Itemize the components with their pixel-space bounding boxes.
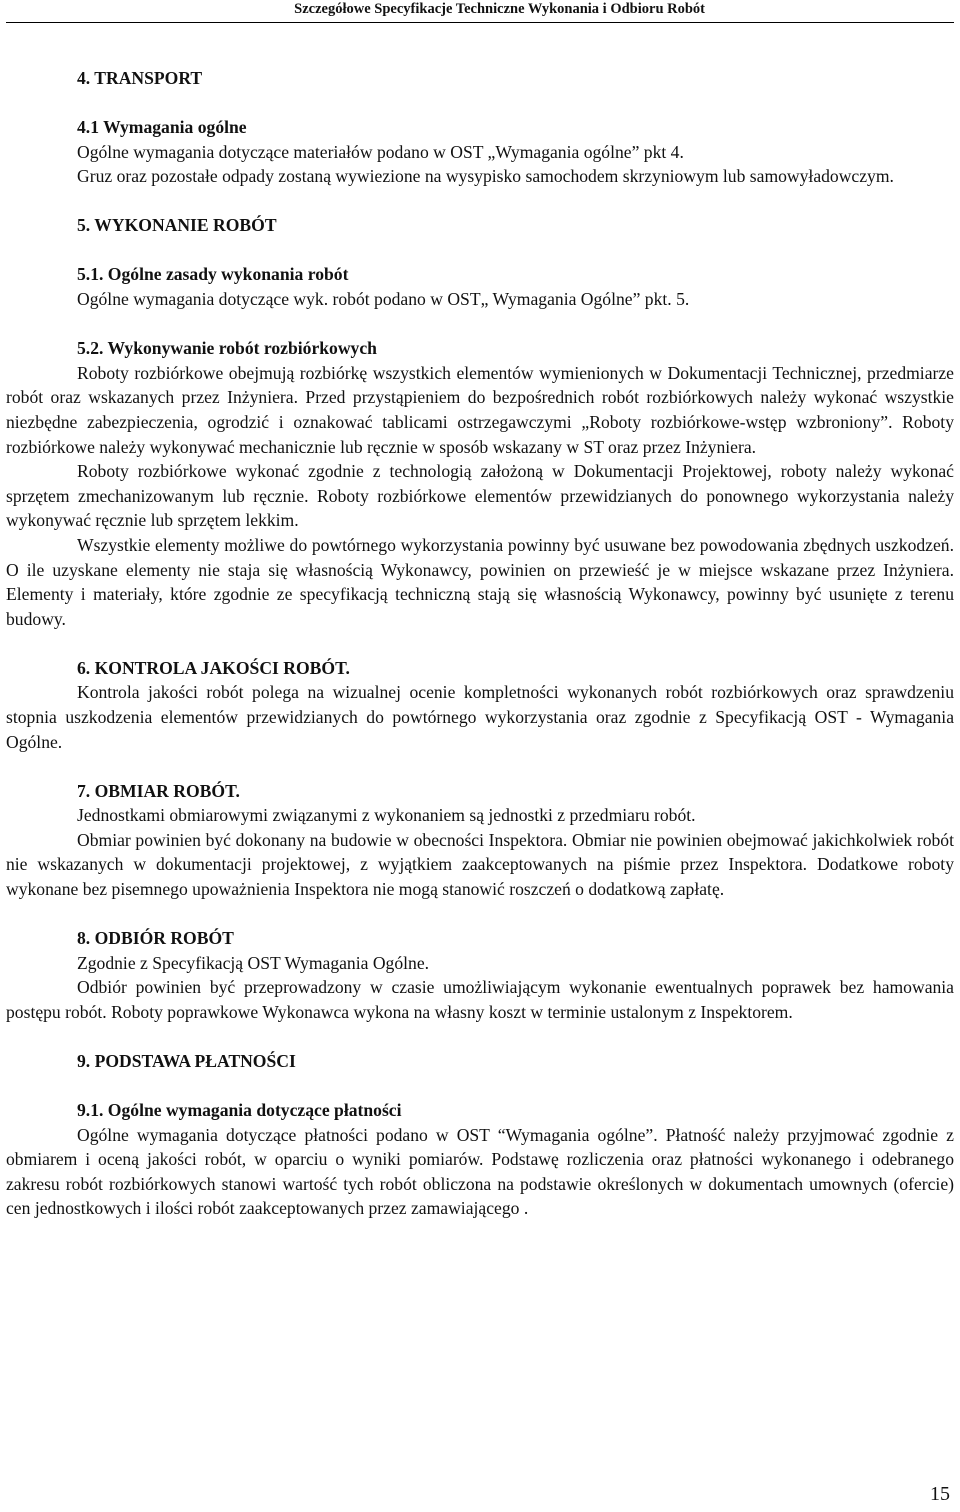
section-5-heading: 5. WYKONANIE ROBÓT [77, 215, 277, 236]
section-4-heading: 4. TRANSPORT [77, 68, 203, 88]
section-5-2-paragraph-3: Wszystkie elementy możliwe do powtórnego wykorzystania powinny być usuwane bez powodowania zbędnych uszkodzeń. O ile uzyskane elementy nie staja się własnością Wykonawcy, powinien on przewieść je w miejsce wskazane przez Inżyniera. Elementy i materiały, które zgodnie ze specyfikacją techniczną stają się własnością Wykonawcy, powinny być usunięte z terenu budowy. [6, 534, 954, 629]
section-5-1-paragraph: Ogólne wymagania dotyczące wyk. robót podano w OST„ Wymagania Ogólne” pkt. 5. [77, 289, 690, 310]
section-5-2-paragraph-1: Roboty rozbiórkowe obejmują rozbiórkę wszystkich elementów wymienionych w Dokumentacji Technicznej, przedmiarze robót oraz wskazanych przez Inżyniera. Przed przystąpieniem do bezpośrednich robót rozbiórkowych należy wykonać wszystkie niezbędne zabezpieczenia, ogrodzić i oznakować tablicami ostrzegawczymi „Roboty rozbiórkowe-wstęp wzbroniony”. Roboty rozbiórkowe należy wykonywać mechanicznie lub ręcznie w sposób wskazany w ST oraz przez Inżyniera. [6, 362, 954, 457]
section-9-1-heading: 9.1. Ogólne wymagania dotyczące płatności [77, 1100, 402, 1121]
section-6-paragraph: Kontrola jakości robót polega na wizualnej ocenie kompletności wykonanych robót rozbiórkowych oraz sprawdzeniu stopnia uszkodzenia elementów przewidzianych do powtórnego wykorzystania oraz zgodnie z Specyfikacją OST - Wymagania Ogólne. [6, 682, 954, 752]
section-6-heading: 6. KONTROLA JAKOŚCI ROBÓT. [77, 657, 350, 678]
section-8-paragraph-2: Odbiór powinien być przeprowadzony w czasie umożliwiającym wykonanie ewentualnych poprawek bez hamowania postępu robót. Roboty poprawkowe Wykonawca wykona na własny koszt w terminie ustalonym z Inspektorem. [6, 977, 954, 1022]
section-4-paragraph-1: Ogólne wymagania dotyczące materiałów podano w OST „Wymagania ogólne” pkt 4. [77, 141, 684, 162]
section-7-heading: 7. OBMIAR ROBÓT. [77, 780, 240, 801]
running-header: Szczegółowe Specyfikacje Techniczne Wykonania i Odbioru Robót [294, 1, 705, 17]
document-body [6, 66, 954, 1221]
section-7-paragraph-1: Jednostkami obmiarowymi związanymi z wykonaniem są jednostki z przedmiaru robót. [77, 805, 696, 826]
section-4-paragraph-2: Gruz oraz pozostałe odpady zostaną wywiezione na wysypisko samochodem skrzyniowym lub samowyładowczym. [77, 166, 894, 187]
page-number: 15 [930, 1483, 950, 1505]
section-5-2-heading: 5.2. Wykonywanie robót rozbiórkowych [77, 338, 377, 359]
section-7-paragraph-2: Obmiar powinien być dokonany na budowie w obecności Inspektora. Obmiar nie powinien obejmować jakichkolwiek robót nie wskazanych w dokumentacji projektowej, z wyjątkiem zaakceptowanych na piśmie przez Inspektora. Dodatkowe roboty wykonane bez pisemnego upoważnienia Inspektora nie mogą stanowić roszczeń o dodatkową zapłatę. [6, 829, 954, 900]
section-5-2-paragraph-2: Roboty rozbiórkowe wykonać zgodnie z technologią założoną w Dokumentacji Projektowej, roboty należy wykonać sprzętem zmechanizowanym lub ręcznie. Roboty rozbiórkowe elementów przewidzianych do ponownego wykorzystania należy wykonywać ręcznie lub sprzętem lekkim. [6, 461, 954, 531]
section-5-1-heading: 5.1. Ogólne zasady wykonania robót [77, 264, 349, 285]
header-rule [6, 22, 954, 23]
section-4-1-heading: 4.1 Wymagania ogólne [77, 117, 247, 138]
section-8-paragraph-1: Zgodnie z Specyfikacją OST Wymagania Ogólne. [77, 952, 430, 973]
section-9-1-paragraph: Ogólne wymagania dotyczące płatności podano w OST “Wymagania ogólne”. Płatność należy przyjmować zgodnie z obmiarem i oceną jakości robót, w oparciu o wyniki pomiarów. Podstawę rozliczenia oraz płatności wykonanego i odebranego zakresu robót rozbiórkowych stanowi wartość tych robót obliczona na podstawie określonych w dokumentach umownych (ofercie) cen jednostkowych i ilości robót zaakceptowanych przez zamawiającego . [6, 1124, 954, 1219]
section-8-heading: 8. ODBIÓR ROBÓT [77, 928, 234, 949]
section-9-heading: 9. PODSTAWA PŁATNOŚCI [77, 1051, 296, 1071]
